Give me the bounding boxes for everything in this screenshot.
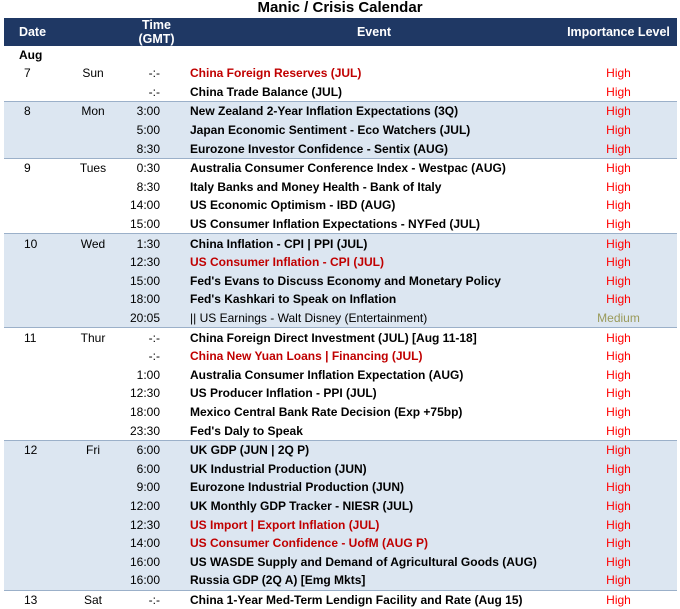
- row-event: New Zealand 2-Year Inflation Expectations (3Q): [188, 102, 560, 121]
- table-row: [4, 459, 677, 478]
- row-event: Australia Consumer Inflation Expectation (AUG): [190, 367, 464, 382]
- row-importance: High: [606, 423, 631, 438]
- row-date: [4, 139, 61, 158]
- row-event: Fed's Daly to Speak: [190, 423, 303, 438]
- row-event: US Consumer Inflation Expectations - NYFed (JUL): [190, 217, 481, 232]
- row-event: China New Yuan Loans | Financing (JUL): [190, 349, 423, 364]
- table-row: [4, 196, 677, 215]
- row-time: 6:00: [125, 440, 188, 459]
- table-row: [4, 384, 677, 403]
- table-row: [4, 83, 677, 102]
- table-row: [4, 366, 677, 385]
- row-day: [61, 459, 125, 478]
- table-row: [4, 347, 677, 366]
- calendar-table: [4, 18, 677, 609]
- row-day: [61, 552, 125, 571]
- table-row: [4, 139, 677, 158]
- row-date: [4, 552, 61, 571]
- header-date: Date: [18, 25, 47, 39]
- row-time: 12:30: [129, 255, 160, 270]
- row-time: 23:30: [129, 423, 160, 438]
- row-event: Japan Economic Sentiment - Eco Watchers (JUL): [190, 123, 471, 138]
- table-row: [4, 290, 677, 309]
- row-day: Fri: [61, 440, 125, 459]
- row-date: [4, 534, 61, 553]
- row-event: US Consumer Confidence - UofM (AUG P): [190, 536, 429, 551]
- row-time: 15:00: [129, 217, 160, 232]
- table-row: [4, 178, 677, 197]
- row-event: US WASDE Supply and Demand of Agricultural Goods (AUG): [190, 554, 537, 569]
- row-day: [61, 121, 125, 140]
- row-importance: High: [560, 440, 677, 459]
- row-time: 1:30: [125, 234, 188, 253]
- row-importance: High: [606, 349, 631, 364]
- table-row: [4, 158, 677, 177]
- row-importance: High: [560, 102, 677, 121]
- row-event: UK Monthly GDP Tracker - NIESR (JUL): [190, 498, 414, 513]
- row-day: [61, 421, 125, 440]
- row-time: 14:00: [129, 198, 160, 213]
- row-importance: High: [606, 179, 631, 194]
- header-time: Time (GMT): [138, 18, 175, 46]
- row-importance: High: [560, 158, 677, 177]
- row-time: 0:30: [125, 158, 188, 177]
- row-date: [4, 478, 61, 497]
- row-event: US Producer Inflation - PPI (JUL): [190, 386, 377, 401]
- row-time: 8:30: [136, 141, 160, 156]
- row-date: 10: [4, 234, 61, 253]
- table-row: [4, 478, 677, 497]
- row-date: [4, 403, 61, 422]
- row-event: China Inflation - CPI | PPI (JUL): [188, 234, 560, 253]
- header-importance: Importance Level: [567, 25, 670, 39]
- table-row: [4, 571, 677, 590]
- row-event: Eurozone Industrial Production (JUN): [190, 480, 405, 495]
- row-time: 16:00: [129, 573, 160, 588]
- month-row: [4, 46, 677, 64]
- row-importance: High: [606, 536, 631, 551]
- table-row: [4, 421, 677, 440]
- row-day: Sun: [82, 66, 104, 81]
- table-row: [4, 534, 677, 553]
- row-time: -:-: [125, 328, 188, 347]
- row-event: US Import | Export Inflation (JUL): [190, 517, 380, 532]
- row-time: 18:00: [129, 292, 160, 307]
- row-date: 13: [4, 590, 61, 609]
- row-date: 8: [4, 102, 61, 121]
- row-date: [4, 571, 61, 590]
- row-time: 8:30: [136, 179, 160, 194]
- row-date: [4, 83, 61, 102]
- row-date: [4, 366, 61, 385]
- row-date: [4, 515, 61, 534]
- row-event: Australia Consumer Conference Index - Westpac (AUG): [188, 158, 560, 177]
- row-time: 14:00: [129, 536, 160, 551]
- row-day: [61, 272, 125, 291]
- row-time: 16:00: [129, 554, 160, 569]
- row-day: [61, 196, 125, 215]
- month-label: Aug: [19, 48, 43, 62]
- row-date: [4, 421, 61, 440]
- row-date: 12: [4, 440, 61, 459]
- row-importance: High: [606, 255, 631, 270]
- row-time: -:-: [148, 84, 160, 99]
- row-day: [61, 384, 125, 403]
- row-event: US Consumer Inflation - CPI (JUL): [190, 255, 385, 270]
- row-time: 15:00: [129, 273, 160, 288]
- table-row: [4, 253, 677, 272]
- row-day: [61, 309, 125, 328]
- row-event: China Trade Balance (JUL): [190, 84, 343, 99]
- row-importance: High: [606, 66, 631, 81]
- row-day: [61, 478, 125, 497]
- row-importance: High: [606, 367, 631, 382]
- row-importance: High: [606, 123, 631, 138]
- row-importance: High: [560, 328, 677, 347]
- row-event: UK Industrial Production (JUN): [190, 461, 367, 476]
- row-day: [61, 534, 125, 553]
- row-time: -:-: [125, 590, 188, 609]
- row-time: -:-: [148, 66, 160, 81]
- row-importance: High: [606, 292, 631, 307]
- row-time: 20:05: [129, 311, 160, 326]
- row-importance: High: [606, 386, 631, 401]
- row-importance: High: [606, 404, 631, 419]
- row-day: [61, 83, 125, 102]
- row-day: [61, 571, 125, 590]
- row-date: [4, 290, 61, 309]
- row-event: Eurozone Investor Confidence - Sentix (AUG): [190, 141, 449, 156]
- row-event: Mexico Central Bank Rate Decision (Exp +75bp): [190, 404, 463, 419]
- row-event: || US Earnings - Walt Disney (Entertainment): [190, 311, 428, 326]
- row-importance: High: [606, 273, 631, 288]
- row-day: [61, 290, 125, 309]
- table-row: [4, 215, 677, 234]
- row-event: China Foreign Direct Investment (JUL) [Aug 11-18]: [188, 328, 560, 347]
- row-date: [4, 215, 61, 234]
- row-importance: High: [606, 217, 631, 232]
- row-importance: High: [606, 480, 631, 495]
- row-importance: High: [560, 590, 677, 609]
- table-row: [4, 328, 677, 347]
- row-time: 12:30: [129, 517, 160, 532]
- row-time: 12:30: [129, 386, 160, 401]
- table-row: [4, 102, 677, 121]
- table-row: [4, 403, 677, 422]
- row-day: Tues: [61, 158, 125, 177]
- row-day: [61, 178, 125, 197]
- table-row: [4, 440, 677, 459]
- page-title: Manic / Crisis Calendar: [257, 0, 423, 16]
- row-importance: High: [560, 234, 677, 253]
- row-event: Italy Banks and Money Health - Bank of Italy: [190, 179, 442, 194]
- table-row: [4, 552, 677, 571]
- row-day: [61, 347, 125, 366]
- row-time: 6:00: [136, 461, 160, 476]
- row-time: 1:00: [136, 367, 160, 382]
- row-date: 9: [4, 158, 61, 177]
- row-importance: High: [606, 84, 631, 99]
- row-time: 18:00: [129, 404, 160, 419]
- row-date: [4, 272, 61, 291]
- table-row: [4, 64, 677, 83]
- header-day: [61, 18, 125, 46]
- row-day: [61, 366, 125, 385]
- row-importance: High: [606, 141, 631, 156]
- row-date: [4, 497, 61, 516]
- row-time: -:-: [148, 349, 160, 364]
- row-date: [4, 178, 61, 197]
- row-event: Fed's Kashkari to Speak on Inflation: [190, 292, 397, 307]
- table-row: [4, 272, 677, 291]
- row-importance: High: [606, 198, 631, 213]
- row-importance: High: [606, 498, 631, 513]
- row-event: China Foreign Reserves (JUL): [190, 66, 362, 81]
- row-date: [4, 253, 61, 272]
- row-day: Wed: [61, 234, 125, 253]
- row-date: [4, 347, 61, 366]
- header-event: Event: [356, 25, 392, 39]
- row-importance: Medium: [597, 311, 640, 326]
- table-header: [4, 18, 677, 46]
- row-time: 12:00: [129, 498, 160, 513]
- row-day: Sat: [61, 590, 125, 609]
- table-row: [4, 497, 677, 516]
- table-row: [4, 234, 677, 253]
- row-time: 9:00: [136, 480, 160, 495]
- row-day: [61, 139, 125, 158]
- row-day: Thur: [61, 328, 125, 347]
- row-importance: High: [606, 517, 631, 532]
- row-date: [4, 121, 61, 140]
- row-date: [4, 384, 61, 403]
- row-date: [4, 459, 61, 478]
- row-time: 3:00: [125, 102, 188, 121]
- row-event: Fed's Evans to Discuss Economy and Monetary Policy: [190, 273, 501, 288]
- row-day: [61, 403, 125, 422]
- row-date: 7: [24, 66, 31, 81]
- row-importance: High: [606, 461, 631, 476]
- row-importance: High: [606, 554, 631, 569]
- row-event: US Economic Optimism - IBD (AUG): [190, 198, 396, 213]
- row-event: UK GDP (JUN | 2Q P): [188, 440, 560, 459]
- row-day: [61, 253, 125, 272]
- table-row: [4, 309, 677, 328]
- row-day: [61, 215, 125, 234]
- row-time: 5:00: [136, 123, 160, 138]
- row-date: [4, 196, 61, 215]
- row-day: Mon: [61, 102, 125, 121]
- table-row: [4, 590, 677, 609]
- table-row: [4, 515, 677, 534]
- table-row: [4, 121, 677, 140]
- row-event: China 1-Year Med-Term Lendign Facility and Rate (Aug 15): [188, 590, 560, 609]
- row-event: Russia GDP (2Q A) [Emg Mkts]: [190, 573, 366, 588]
- row-importance: High: [606, 573, 631, 588]
- row-date: [4, 309, 61, 328]
- row-day: [61, 497, 125, 516]
- row-date: 11: [4, 328, 61, 347]
- row-day: [61, 515, 125, 534]
